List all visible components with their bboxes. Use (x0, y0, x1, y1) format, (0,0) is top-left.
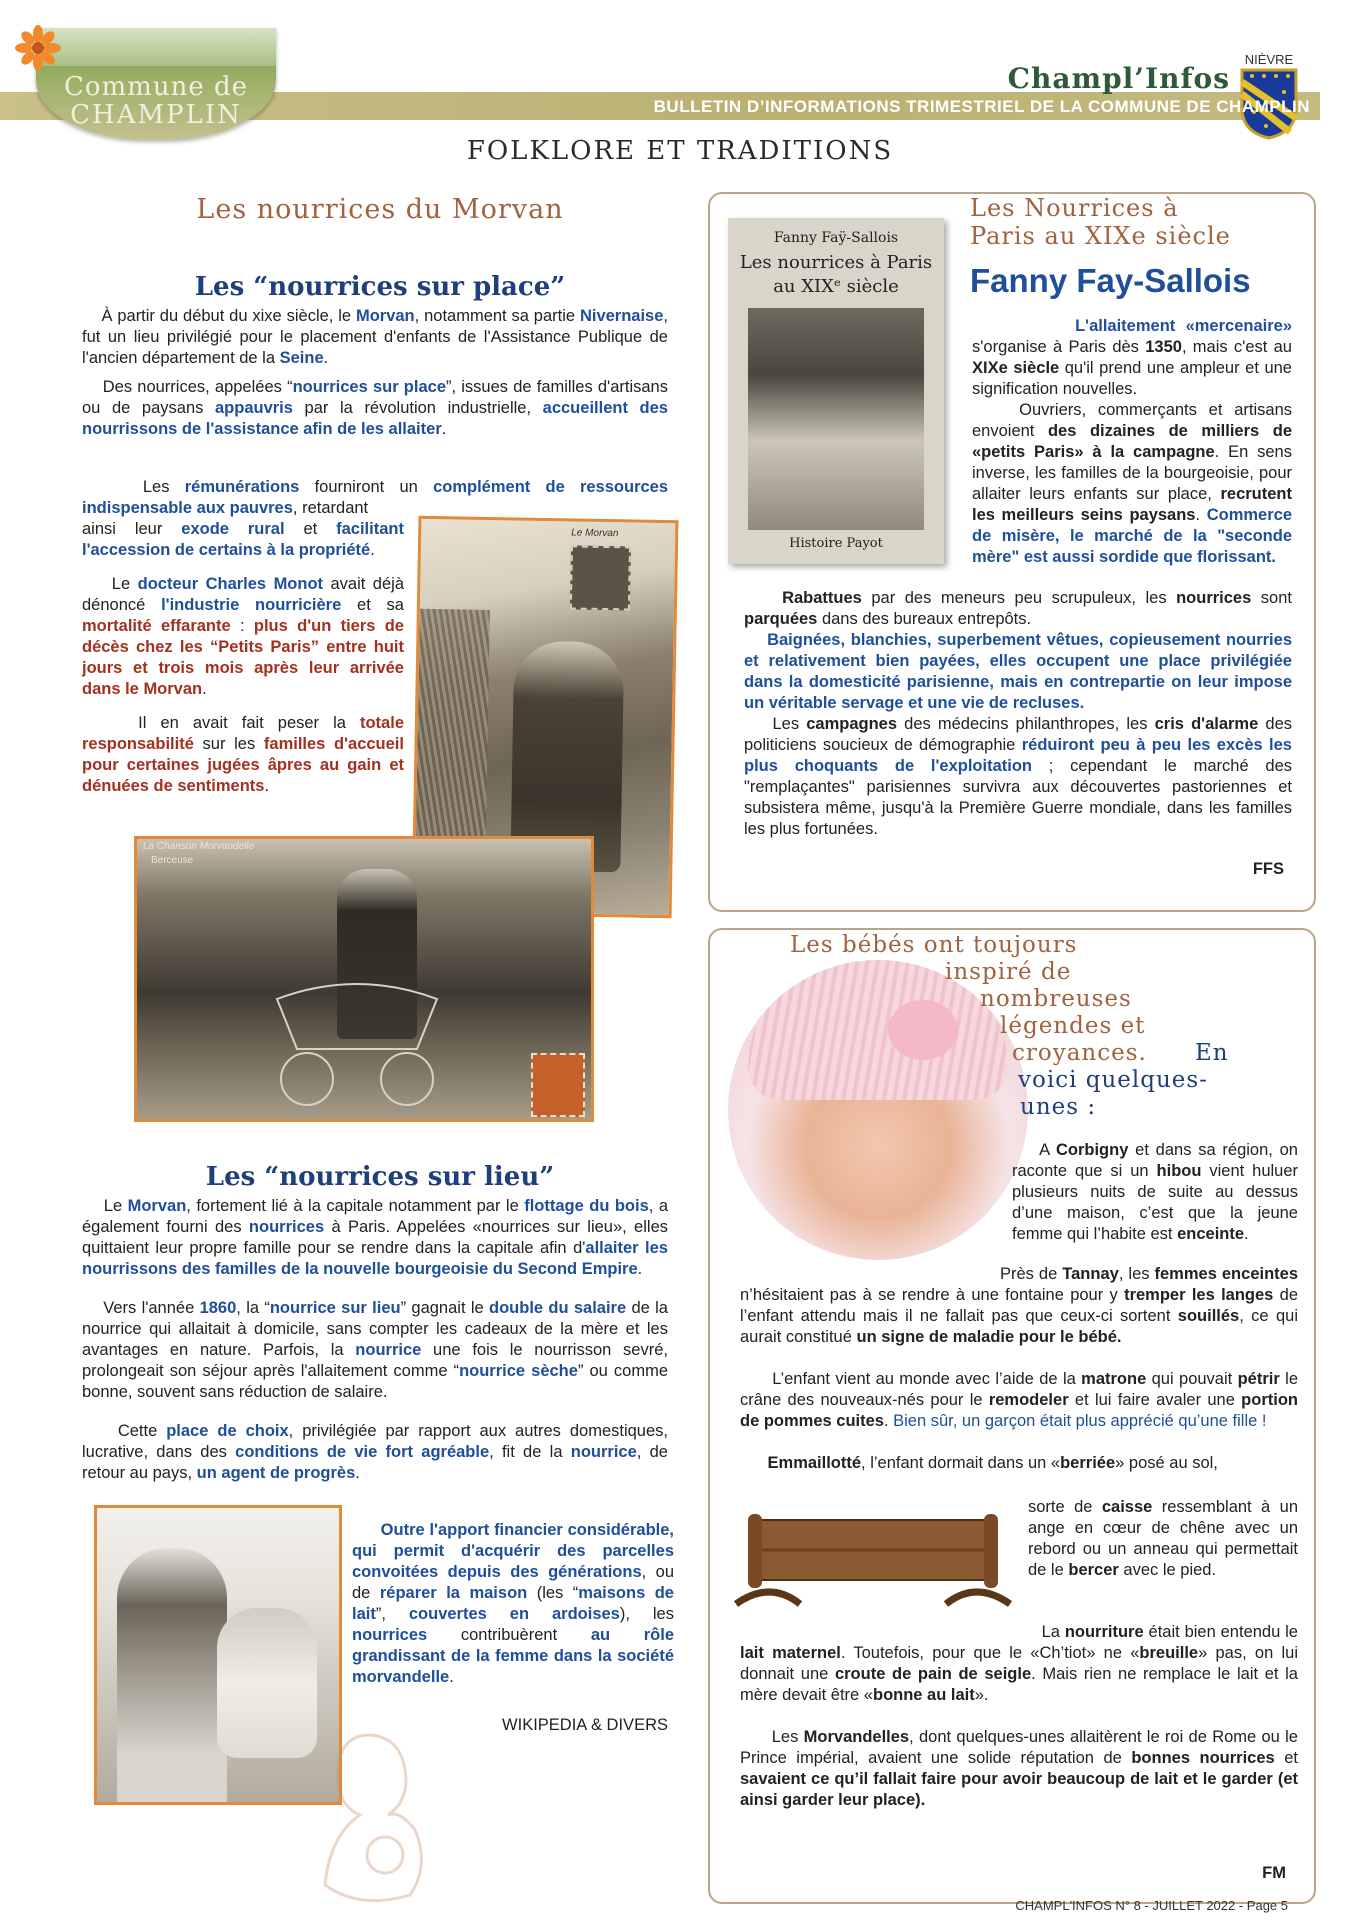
bebes-title-blue2: voici quelques- (1018, 1067, 1208, 1093)
postcard-caption: Le Morvan (571, 527, 619, 540)
box-title-line1: Les Nourrices à (970, 194, 1179, 222)
bebes-title-line4: légendes et (1000, 1013, 1146, 1039)
logo-sky (36, 28, 276, 66)
postcard-stamp (570, 545, 631, 610)
book-title-line2: au XIXᵉ siècle (773, 276, 899, 297)
book-cover-photo (748, 308, 924, 530)
box-title-line2: Paris au XIXe siècle (970, 222, 1231, 250)
text-corbigny: A Corbigny et dans sa région, on raconte que si un hibou vient huluer plusieurs nuits de suite au dessus d’une maison, c’est que la jeune femme qui l’habite est enceinte. (1012, 1141, 1299, 1243)
signature-fm: FM (1262, 1864, 1286, 1882)
book-title-line1: Les nourrices à Paris (739, 252, 933, 273)
text-intro-morvan: À partir du début du xixe siècle, le Morvan, notamment sa partie Nivernaise, fut un lieu privilégié pour le placement d'enfants de l'Assistance Publique de l'ancien département de la Seine. Des nourrices, appelées “nourrices sur place”, issues de familles d'artisans ou de paysans appauvris par la révolution industrielle, accueillent des nourrissons de l'assistance afin de les allaiter. (82, 307, 668, 438)
nurse-portrait-figure (117, 1548, 227, 1805)
department-label: NIÈVRE (1244, 52, 1294, 67)
text-allaitement: L'allaitement «mercenaire» s'organise à Paris dès 1350, mais c'est au XIXe siècle qu'il prend une ampleur et une signification nouvelles. Ouvriers, commerçants et artisans envoient des dizaines de milliers de «petits Paris» à la campagne. En sens inverse, les familles de la bourgeoisie, pour allaiter leurs enfants sur place, recrutent les meilleurs seins paysans. Commerce de misère, le marché de la "seconde mère" est aussi sordide que florissant. (972, 317, 1293, 566)
wooden-cradle-icon (730, 1510, 1016, 1614)
pram-postcard-title: La Chanson Morvandelle (143, 841, 255, 852)
left-main-title: Les nourrices du Morvan (196, 194, 564, 225)
postcard-pram-photo (134, 836, 594, 1122)
text-apport-financier: Outre l'apport financier considérable, qui permit d'acquérir des parcelles convoitées depuis des générations, ou de réparer la maison (les “maisons de lait”, couvertes en ardoises), les nourrices contribuèrent au rôle grandissant de la femme dans la société morvandelle. (352, 1521, 674, 1686)
bebes-title-blue1: En (1195, 1040, 1229, 1066)
wicker-baskets (416, 609, 490, 850)
section-title: FOLKLORE ET TRADITIONS (466, 136, 894, 166)
flower-icon (14, 24, 62, 72)
pram-postcard-stamp (531, 1053, 585, 1117)
page-footer: CHAMPL'INFOS N° 8 - JUILLET 2022 - Page 5 (1015, 1898, 1288, 1913)
book-publisher: Histoire Payot (789, 536, 883, 551)
book-cover (728, 218, 944, 564)
text-nourriture: La nourriture était bien entendu le lait maternel. Toutefois, pour que le «Ch’tiot» ne «breuille» pas, on lui donnait une croute de pain de seigle. Mais rien ne remplace le lait et la mère devait être «bonne au lait». Les Morvandelles, dont quelques-unes allaitèrent le roi de Rome ou le Prince impérial, avaient une solide réputation de bonnes nourrices et savaient ce qu’il fallait faire pour avoir beaucoup de lait et le garder (et ainsi garder leur place). (740, 1623, 1298, 1809)
bebes-title-blue3: unes : (1020, 1094, 1097, 1120)
text-exode: ainsi leur exode rural et facilitant l'accession de certains à la propriété. Le docteur Charles Monot avait déjà dénoncé l'industrie nourricière et sa mortalité effarante : plus d'un tiers de décès chez les “Petits Paris” entre huit jours et trois mois après leur arrivée dans le Morvan. Il en avait fait peser la totale responsabilité sur les familles d'accueil pour certaines jugées âpres au gain et dénuées de sentiments. (82, 520, 404, 795)
logo-text-line1: Commune de (63, 72, 249, 102)
bebes-title-line2: inspiré de (945, 959, 1072, 985)
box-author: Fanny Fay-Sallois (970, 262, 1251, 299)
pram-postcard-subtitle: Berceuse (151, 855, 194, 866)
bulletin-title: BULLETIN D’INFORMATIONS TRIMESTRIEL DE LA COMMUNE DE CHAMPLIN (653, 97, 1310, 116)
left-subtitle-sur-place: Les “nourrices sur place” (194, 272, 566, 302)
book-author: Fanny Faÿ-Sallois (773, 230, 899, 246)
baby-hat-bow (888, 1000, 958, 1060)
text-rabattues: Rabattues par des meneurs peu scrupuleux, les nourrices sont parquées dans des bureaux entrepôts. Baignées, blanchies, superbement vêtues, copieusement nourries et relativement bien payées, elles occupent une place privilégiée dans la domesticité parisienne, mais en contrepartie on leur impose un véritable servage et une vie de recluses. Les campagnes des médecins philanthropes, les cris d'alarme des politiciens soucieux de démographie réduiront peu à peu les excès les plus choquants de l'exploitation ; cependant le marché des "remplaçantes" parisiennes survivra aux découvertes pastoriennes et subsistera même, jusqu'à la Première Guerre mondiale, dans les familles les plus fortunées. (744, 589, 1293, 838)
bebes-title-line1: Les bébés ont toujours (790, 932, 1078, 958)
brand-title: Champl’Infos (1007, 62, 1230, 95)
source-credit: WIKIPEDIA & DIVERS (502, 1716, 668, 1734)
signature-ffs: FFS (1252, 860, 1284, 878)
text-tannay: Près de Tannay, les femmes enceintes n’hésitaient pas à se rendre à une fontaine pour y tremper les langes de l’enfant attendu mais il ne fallait pas que ceux-ci sortent souillés, ce qui aurait constitué un signe de maladie pour le bébé. L’enfant vient au monde avec l’aide de la matrone qui pouvait pétrir le crâne des nouveaux-nés pour le remodeler et lui faire avaler une portion de pommes cuites. Bien sûr, un garçon était plus apprécié qu’une fille ! Emmaillotté, l’enfant dormait dans un «berriée» posé au sol, (740, 1265, 1299, 1472)
bebes-title-line5: croyances. (1012, 1040, 1147, 1066)
mother-child-watermark-icon (300, 1715, 450, 1915)
bebes-title-line3: nombreuses (980, 986, 1132, 1012)
logo-text-line2: CHAMPLIN (70, 100, 242, 130)
pram-wheels-icon (257, 969, 457, 1109)
text-remunerations: Les rémunérations fourniront un complément de ressources indispensable aux pauvres, retardant (82, 478, 669, 517)
commune-logo (36, 28, 276, 140)
left-subtitle-sur-lieu: Les “nourrices sur lieu” (205, 1162, 555, 1192)
text-berriee: sorte de caisse ressemblant à un ange en cœur de chêne avec un rebord ou un anneau qui permettait de le bercer avec le pied. (1028, 1498, 1298, 1579)
text-sur-lieu: Le Morvan, fortement lié à la capitale notamment par le flottage du bois, a également fourni des nourrices à Paris. Appelées «nourrices sur lieu», elles quittaient leur propre famille pour se rendre dans la capitale afin d'allaiter les nourrissons des familles de la nouvelle bourgeoisie du Second Empire. Vers l'année 1860, la “nourrice sur lieu” gagnait le double du salaire de la nourrice qui allaitait à domicile, sans compter les cadeaux de la mère et les avantages en nature. Parfois, la nourrice une fois le nourrisson sevré, prolongeait son séjour après l'allaitement comme “nourrice sèche” ou comme bonne, souvent sans réduction de salaire. Cette place de choix, privilégiée par rapport aux autres domestiques, lucrative, dans des conditions de vie fort agréable, fit de la nourrice, de retour au pays, un agent de progrès. (82, 1197, 669, 1482)
